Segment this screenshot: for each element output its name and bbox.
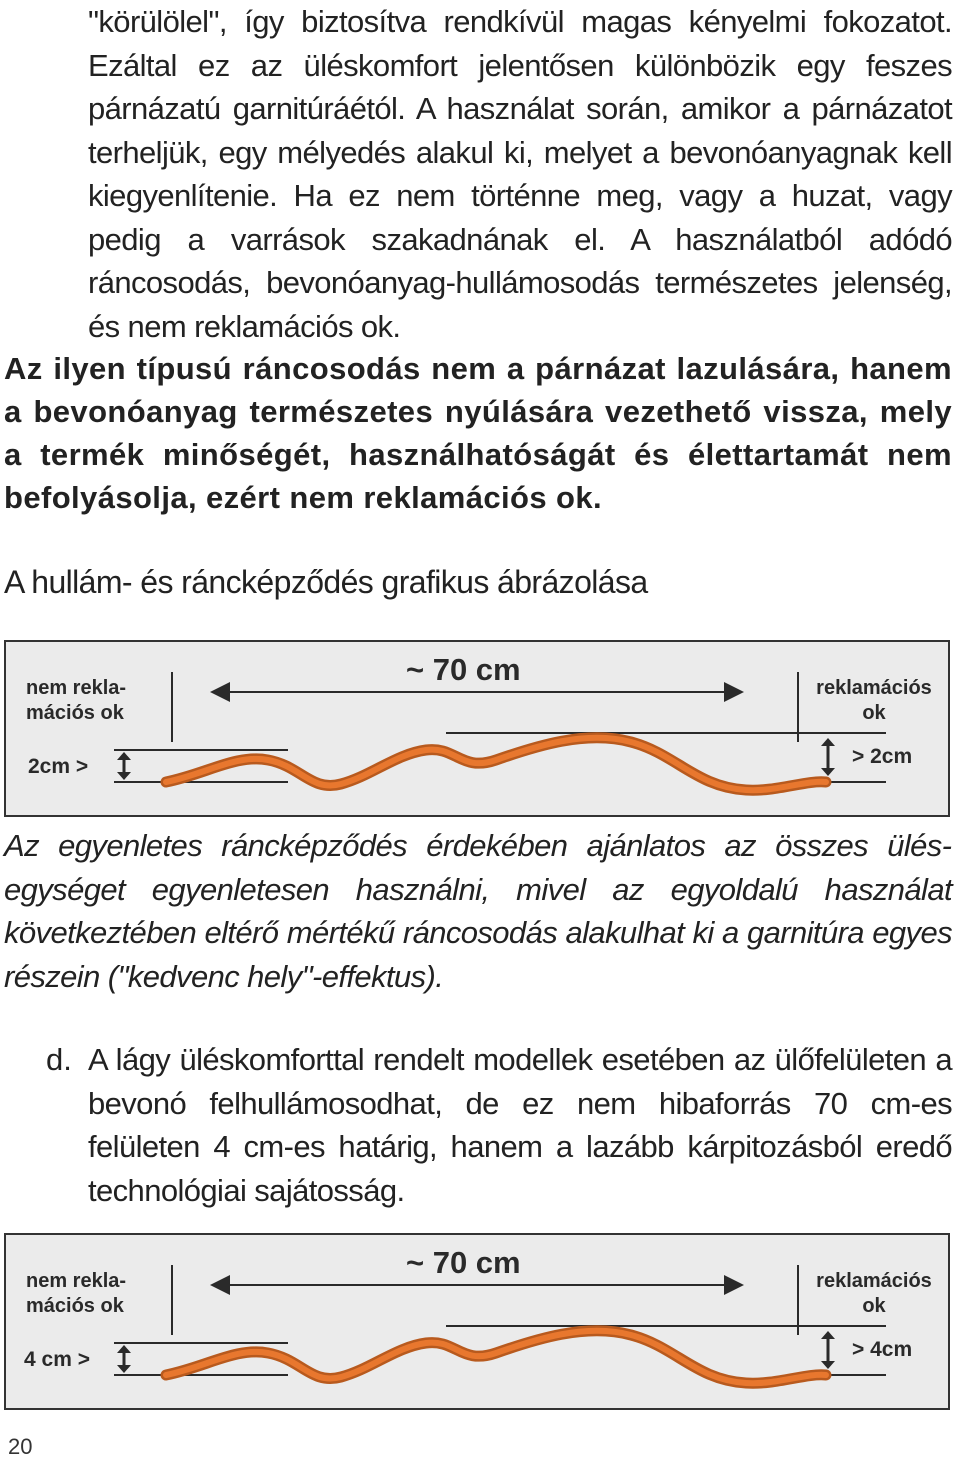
left-threshold-arrow (117, 752, 131, 780)
complaint-text: reklamációs ok (816, 677, 932, 724)
list-item-d-text: A lágy üléskomforttal rendelt modellek esetében az ülőfelületen a bevonó felhullámosodhat, de ez nem hibaforrás 70 cm-es felületen 4 cm-es határig, hanem a lazább kárpitozásból eredő technológiai sajátosság. (88, 1042, 952, 1208)
right-threshold-arrow (821, 1331, 835, 1369)
not-complaint-label (26, 1269, 166, 1319)
intro-paragraph (88, 0, 952, 348)
diagram-heading: A hullám- és ráncképződés grafikus ábrázolása (4, 564, 648, 600)
right-threshold-label: > 4cm (852, 1338, 913, 1361)
bold-paragraph-text: Az ilyen típusú ráncosodás nem a párnázat lazulására, hanem a bevonóanyag természetes nyúlására vezethető vissza, mely a termék minőségét, használhatóságát és élettartamát nem befolyásolja, ezért nem reklamációs ok. (4, 351, 952, 515)
right-threshold-arrow (821, 738, 835, 776)
not-complaint-text: nem rekla- mációs ok (26, 677, 127, 724)
wrinkle-diagram-2cm (4, 640, 950, 817)
italic-paragraph-text: Az egyenletes ráncképződés érdekében ajánlatos az összes ülésegységet egyenletesen használni, mivel az egyoldalú használat következtében eltérő mértékű ráncosodás alakulhat ki a garnitúra egyes részein ("kedvenc hely"-effektus). (4, 828, 952, 994)
list-item-d (88, 1038, 952, 1212)
list-item-marker: d. (46, 1042, 72, 1077)
complaint-label (802, 1269, 946, 1319)
left-threshold-arrow (117, 1345, 131, 1373)
complaint-label (802, 676, 946, 726)
italic-paragraph (4, 824, 952, 998)
left-threshold-label: 2cm > (28, 755, 89, 778)
complaint-text: reklamációs ok (816, 1270, 932, 1317)
bold-paragraph (4, 347, 952, 519)
not-complaint-text: nem rekla- mációs ok (26, 1270, 127, 1317)
span-label: ~ 70 cm (406, 652, 521, 687)
intro-paragraph-text: "körülölel", így biztosítva rendkívül magas kényelmi fokozatot. Ezáltal ez az üléskomfort jelentősen különbözik egy feszes párnázatú garnitúráétól. A használat során, amikor a párnázatot terheljük, egy mélyedés alakul ki, melyet a bevonóanyagnak kell kiegyenlítenie. Ha ez nem történne meg, vagy a huzat, vagy pedig a varrások szakadnának el. A használatból adódó ráncosodás, bevonóanyag-hullámosodás természetes jelenség, és nem reklamációs ok. (88, 4, 952, 344)
right-threshold-label: > 2cm (852, 745, 913, 768)
wrinkle-diagram-4cm (4, 1233, 950, 1410)
page-number: 20 (8, 1434, 33, 1459)
left-threshold-label: 4 cm > (24, 1348, 90, 1371)
not-complaint-label (26, 676, 166, 726)
span-label: ~ 70 cm (406, 1245, 521, 1280)
